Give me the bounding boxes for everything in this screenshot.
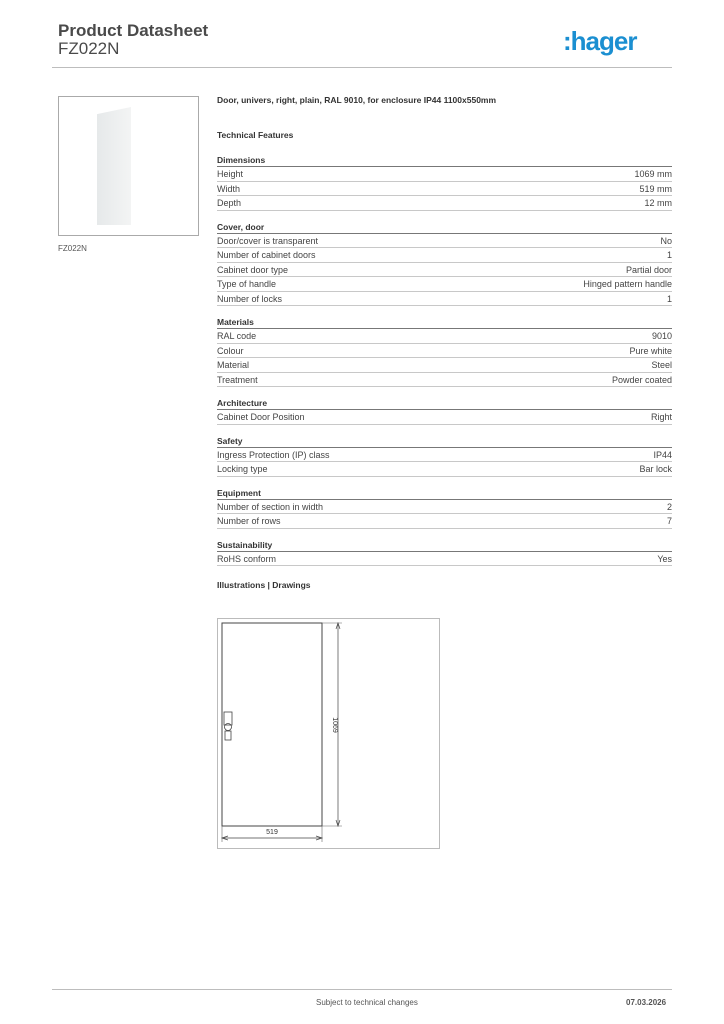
section-architecture [217, 396, 672, 425]
door-image [97, 107, 131, 225]
table-row [217, 263, 672, 278]
footer-note: Subject to technical changes [316, 998, 418, 1007]
section-heading: Dimensions [217, 153, 672, 167]
row-value: 1069 mm [634, 169, 672, 179]
row-label: RAL code [217, 331, 257, 341]
table-row [217, 329, 672, 344]
table-row [217, 234, 672, 249]
table-row [217, 514, 672, 529]
row-label: Door/cover is transparent [217, 235, 319, 246]
section-sustainability [217, 538, 672, 567]
table-row [217, 167, 672, 182]
table-row [217, 462, 672, 477]
row-label: Number of rows [217, 516, 281, 526]
table-row [217, 248, 672, 263]
section-heading: Sustainability [217, 538, 672, 552]
table-row [217, 410, 672, 425]
section-heading: Architecture [217, 396, 672, 410]
row-value: Right [650, 412, 672, 422]
product-details [217, 95, 672, 590]
table-row [217, 552, 672, 567]
row-value: 12 mm [644, 198, 672, 208]
table-row [217, 292, 672, 307]
table-row [217, 448, 672, 463]
row-label: Treatment [217, 374, 258, 385]
table-row [217, 196, 672, 211]
technical-drawing [217, 618, 440, 849]
row-value: 2 [666, 501, 672, 512]
row-label: Colour [217, 345, 244, 356]
table-row [217, 344, 672, 359]
product-description: Door, univers, right, plain, RAL 9010, for enclosure IP44 1100x550mm [217, 95, 497, 105]
section-cover-door [217, 220, 672, 307]
row-value: Pure white [629, 345, 672, 356]
row-value: 7 [666, 516, 672, 526]
footer-divider [52, 989, 672, 990]
table-row [217, 182, 672, 197]
section-safety [217, 434, 672, 477]
row-label: Cabinet door type [217, 264, 289, 275]
row-value: 9010 [651, 331, 672, 341]
table-row [217, 373, 672, 388]
row-label: Number of cabinet doors [217, 250, 316, 260]
row-value: Hinged pattern handle [583, 279, 672, 289]
product-image [58, 96, 199, 236]
row-value: 519 mm [639, 183, 672, 194]
table-row [217, 358, 672, 373]
width-dimension-label: 519 [266, 829, 278, 836]
page-title: Product Datasheet [58, 21, 209, 40]
row-label: Number of section in width [217, 501, 324, 512]
image-caption: FZ022N [58, 244, 87, 253]
row-value: 1 [666, 250, 672, 260]
row-value: 1 [666, 293, 672, 304]
row-label: Type of handle [217, 279, 277, 289]
row-value: No [660, 235, 672, 246]
product-code: FZ022N [58, 39, 120, 58]
hager-logo: :hager [563, 26, 637, 56]
row-label: Cabinet Door Position [217, 412, 305, 422]
section-heading: Equipment [217, 486, 672, 500]
table-row [217, 500, 672, 515]
row-value: Bar lock [639, 464, 672, 474]
row-value: IP44 [653, 449, 672, 460]
row-label: Width [217, 183, 241, 194]
section-materials [217, 315, 672, 387]
row-label: Depth [217, 198, 242, 208]
row-label: Number of locks [217, 293, 283, 304]
section-heading: Safety [217, 434, 672, 448]
section-heading: Materials [217, 315, 672, 329]
row-label: Ingress Protection (IP) class [217, 449, 330, 460]
section-heading: Cover, door [217, 220, 672, 234]
row-label: Locking type [217, 464, 268, 474]
row-value: Steel [651, 360, 672, 370]
illustrations-heading: Illustrations | Drawings [217, 580, 311, 590]
table-row [217, 277, 672, 292]
footer-date: 07.03.2026 [626, 998, 667, 1007]
section-equipment [217, 486, 672, 529]
row-value: Powder coated [611, 374, 672, 385]
row-value: Partial door [625, 264, 672, 275]
technical-features-heading: Technical Features [217, 130, 294, 140]
feature-sections [217, 153, 672, 566]
height-dimension-label: 1069 [331, 717, 338, 733]
door-drawing [218, 619, 439, 848]
row-label: RoHS conform [217, 553, 277, 564]
section-dimensions [217, 153, 672, 211]
row-label: Material [217, 360, 250, 370]
header-divider [52, 67, 672, 68]
row-label: Height [217, 169, 244, 179]
row-value: Yes [657, 553, 672, 564]
